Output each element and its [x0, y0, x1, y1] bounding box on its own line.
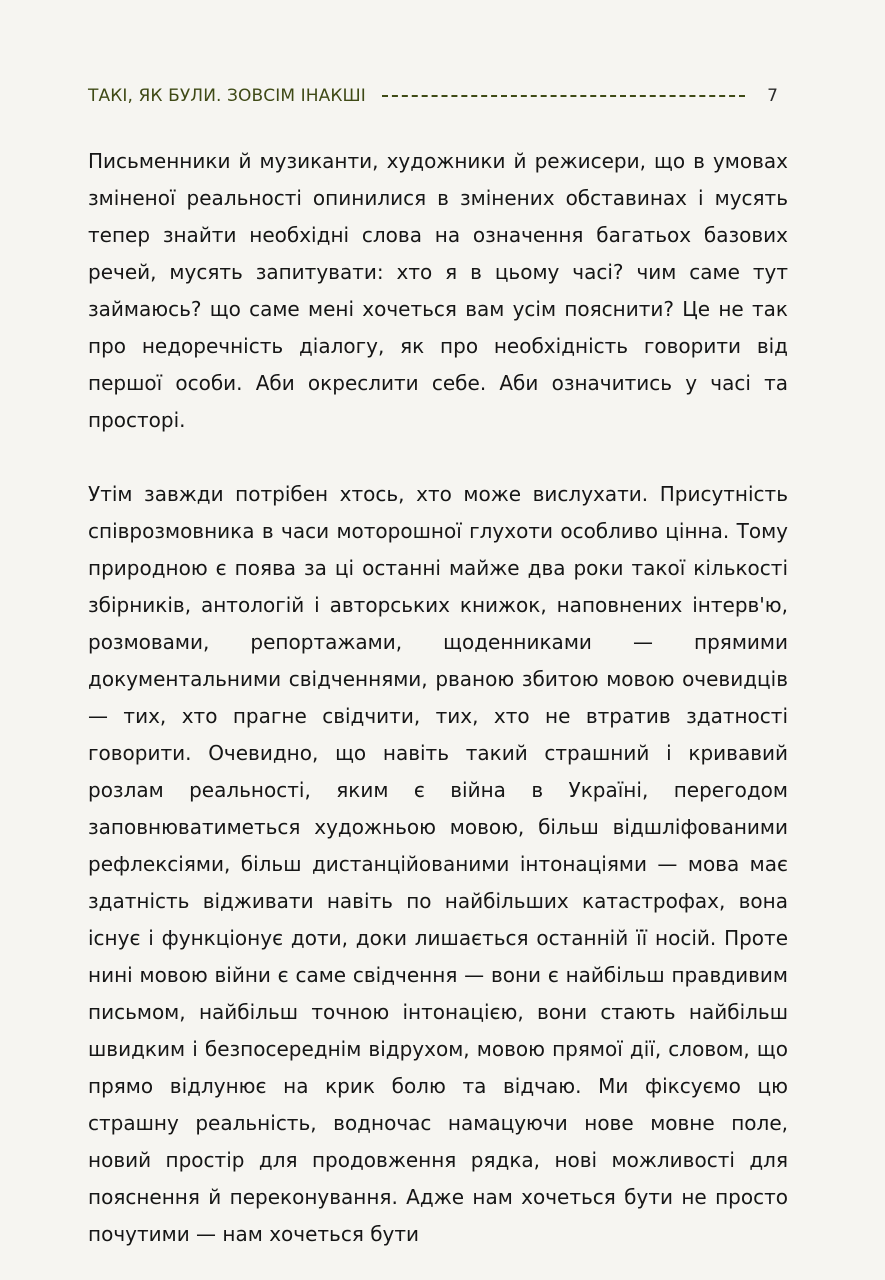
header-dashed-rule: [382, 95, 745, 97]
page-number: 7: [767, 86, 778, 106]
running-title: ТАКІ, ЯК БУЛИ. ЗОВСІМ ІНАКШІ: [88, 86, 366, 106]
body-text: [88, 143, 788, 1253]
running-header: [88, 80, 778, 112]
paragraph-1: Письменники й музиканти, художники й режисери, що в умовах зміненої реальності опинилися в змінених обставинах і мусять тепер знайти необхідні слова на означення багатьох базових речей, мусять запитувати: хто я в цьому часі? чим саме тут займаюсь? що саме мені хочеться вам усім пояснити? Це не так про недоречність діалогу, як про необхідність говорити від першої особи. Аби окреслити себе. Аби означитись у часі та просторі.: [88, 149, 788, 432]
paragraph-2: Утім завжди потрібен хтось, хто може вислухати. Присутність співрозмовника в часи моторошної глухоти особливо цінна. Тому природною є поява за ці останні майже два роки такої кількості збірників, антологій і авторських книжок, наповнених інтерв'ю, розмовами, репортажами, щоденниками — прямими документальними свідченнями, рваною збитою мовою очевидців — тих, хто прагне свідчити, тих, хто не втратив здатності говорити. Очевидно, що навіть такий страшний і кривавий розлам реальності, яким є війна в Україні, перегодом заповнюватиметься художньою мовою, більш відшліфованими рефлексіями, більш дистанційованими інтонаціями — мова має здатність відживати навіть по найбільших катастрофах, вона існує і функціонує доти, доки лишається останній її носій. Проте нині мовою війни є саме свідчення — вони є найбільш правдивим письмом, найбільш точною інтонацією, вони стають найбільш швидким і безпосереднім відрухом, мовою прямої дії, словом, що прямо відлунює на крик болю та відчаю. Ми фіксуємо цю страшну реальність, водночас намацуючи нове мовне поле, новий простір для продовження рядка, нові можливості для пояснення й переконування. Адже нам хочеться бути не просто почутими — нам хочеться бути: [88, 482, 788, 1246]
